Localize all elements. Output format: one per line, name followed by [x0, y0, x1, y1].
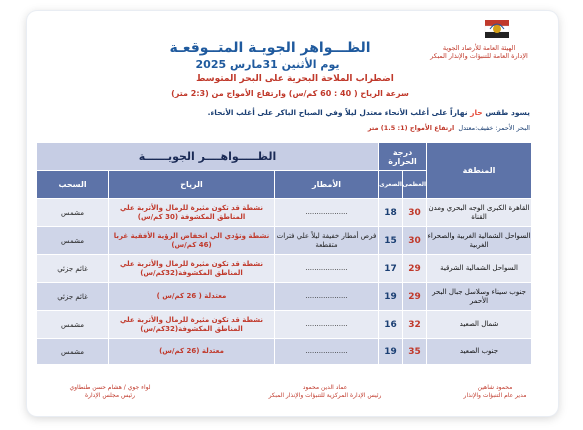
region-cell: السواحل الشمالية الشرقية [427, 255, 532, 283]
rain-header: الأمطار [275, 171, 379, 199]
min-temp-cell: 19 [379, 283, 403, 311]
wind-cell: نشطة قد تكون مثيرة للرمال والأتربة علي المناطق المكشوفة (30 كم/س) [109, 199, 275, 227]
signature-center: عماد الدين محمود رئيس الإدارة المركزية للتنبؤات والإنذار المبكر [268, 384, 382, 399]
max-temp-cell: 30 [403, 199, 427, 227]
rain-cell: ................... [275, 339, 379, 365]
max-temp-header: العظمى [403, 171, 427, 199]
cloud-cell: مشمس [37, 339, 109, 365]
min-temp-cell: 16 [379, 311, 403, 339]
table-row [37, 227, 532, 255]
rain-cell: فرص أمطار خفيفة ليلاً علي فترات متقطعة [275, 227, 379, 255]
region-cell: جنوب الصعيد [427, 339, 532, 365]
marine-warning-title: اضطراب الملاحة البحرية على البحر المتوسط [196, 74, 394, 84]
min-temp-cell: 17 [379, 255, 403, 283]
region-cell: السواحل الشمالية الغربية والصحراء الغربية [427, 227, 532, 255]
region-cell: شمال الصعيد [427, 311, 532, 339]
max-temp-cell: 29 [403, 283, 427, 311]
phenomena-header: الظـــــواهــــر الجويــــــة [37, 143, 379, 171]
meteorology-logo-icon [482, 17, 512, 41]
min-temp-cell: 15 [379, 227, 403, 255]
region-header: المنطقة [427, 143, 532, 199]
wind-cell: نشطة قد تكون مثيرة للرمال والأتربة علي المناطق المكشوفة(32كم/س) [109, 255, 275, 283]
cloud-header: السحب [37, 171, 109, 199]
min-temp-cell: 19 [379, 339, 403, 365]
max-temp-cell: 29 [403, 255, 427, 283]
cloud-cell: مشمس [37, 227, 109, 255]
min-temp-header: الصغرى [379, 171, 403, 199]
table-row [37, 311, 532, 339]
region-cell: جنوب سيناء وسلاسل جبال البحر الأحمر [427, 283, 532, 311]
max-temp-cell: 32 [403, 311, 427, 339]
region-cell: القاهرة الكبرى الوجه البحري ومدن القناة [427, 199, 532, 227]
temperature-header: درجة الحرارة [379, 143, 427, 171]
table-row [37, 255, 532, 283]
signature-right: محمود شاهين مدير عام التنبؤات والإنذار [463, 384, 527, 399]
forecast-table [36, 142, 532, 365]
cloud-cell: مشمس [37, 311, 109, 339]
wind-cell: نشطة وتؤدي الي انخفاض الرؤية الأفقية غربا (46 كم/س) [109, 227, 275, 255]
wind-cell: معتدلة (26 كم/س) [109, 339, 275, 365]
max-temp-cell: 35 [403, 339, 427, 365]
general-weather-summary: يسود طقس حار نهاراً على أغلب الأنحاء معتدل ليلاً وفي الصباح الباكر على أغلب الأنحاء. [207, 108, 530, 117]
cloud-cell: غائم جزئي [37, 255, 109, 283]
table-row [37, 339, 532, 365]
rain-cell: ................... [275, 199, 379, 227]
red-sea-status: البحر الأحمر: خفيف:معتدل ارتفاع الأمواج (1: 1.5) متر [367, 124, 530, 132]
min-temp-cell: 18 [379, 199, 403, 227]
page-title: الظـــواهر الجويـة المتــوقعـة [169, 40, 371, 56]
max-temp-cell: 30 [403, 227, 427, 255]
rain-cell: ................... [275, 283, 379, 311]
cloud-cell: مشمس [37, 199, 109, 227]
wind-header: الرياح [109, 171, 275, 199]
cloud-cell: غائم جزئي [37, 283, 109, 311]
rain-cell: ................... [275, 311, 379, 339]
wind-cell: معتدلة ( 26 كم/س ) [109, 283, 275, 311]
forecast-date: يوم الأثنين 31مارس 2025 [195, 58, 340, 71]
rain-cell: ................... [275, 255, 379, 283]
marine-warning-detail: سرعة الرياح ( 40 : 60 كم/س) وارتفاع الأمواج من (2:3 متر) [171, 89, 409, 98]
table-row [37, 199, 532, 227]
table-row [37, 283, 532, 311]
organization-name: الهيئة العامة للأرصاد الجوية الإدارة العامة للتنبؤات والإنذار المبكر [430, 44, 528, 60]
wind-cell: نشطة قد تكون مثيرة للرمال والأتربة علي المناطق المكشوفة(32كم/س) [109, 311, 275, 339]
signature-left: لواء جوي / هشام حسن طنطاوي رئيس مجلس الإدارة [69, 384, 151, 399]
